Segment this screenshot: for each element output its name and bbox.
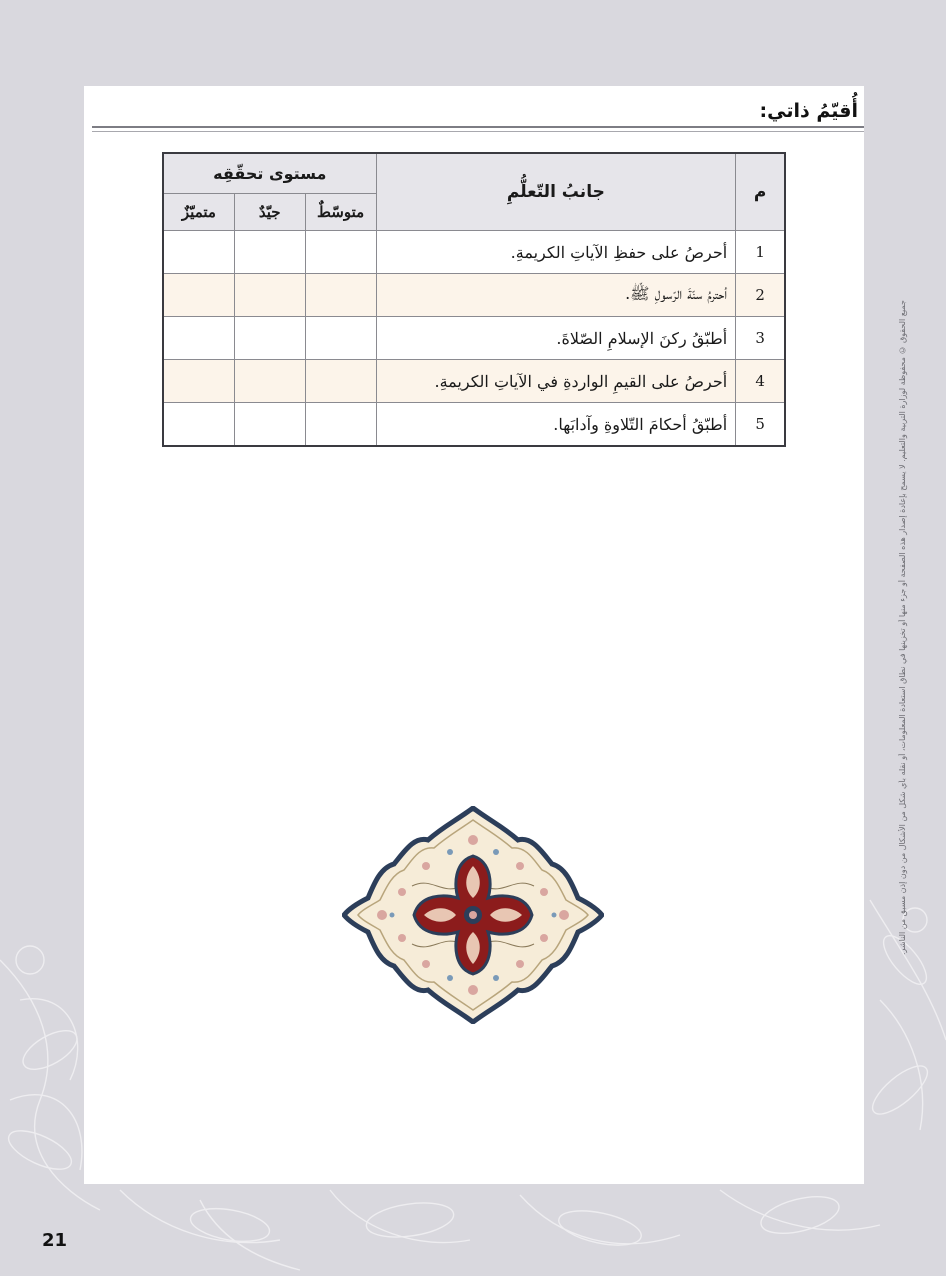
rating-cell-excellent[interactable] (163, 403, 234, 447)
row-statement: أطبّقُ أحكامَ التّلاوةِ وآدابَها. (376, 403, 736, 447)
table-row (163, 231, 785, 274)
row-statement: أطبّقُ ركنَ الإسلامِ الصّلاةَ. (376, 317, 736, 360)
self-assessment-table (162, 152, 786, 447)
islamic-floral-medallion-icon (342, 806, 604, 1024)
table-row (163, 317, 785, 360)
row-number: 4 (736, 360, 785, 403)
rating-cell-average[interactable] (305, 274, 376, 317)
section-heading: أُقيّمُ ذاتي: (759, 100, 858, 122)
rating-cell-excellent[interactable] (163, 317, 234, 360)
rating-cell-good[interactable] (234, 360, 305, 403)
rating-cell-excellent[interactable] (163, 274, 234, 317)
level-header-excellent: متميّزٌ (163, 193, 234, 230)
row-statement: أحرصُ على القيمِ الواردةِ في الآياتِ الكريمةِ. (376, 360, 736, 403)
rating-cell-average[interactable] (305, 231, 376, 274)
rating-cell-good[interactable] (234, 317, 305, 360)
rating-cell-good[interactable] (234, 403, 305, 447)
rating-cell-average[interactable] (305, 403, 376, 447)
table-row (163, 360, 785, 403)
heading-rule (92, 126, 864, 128)
column-header-achievement-level: مستوى تحقّقِه (163, 153, 376, 193)
row-number: 3 (736, 317, 785, 360)
rating-cell-excellent[interactable] (163, 360, 234, 403)
level-header-good: جيّدٌ (234, 193, 305, 230)
table-row (163, 274, 785, 317)
row-number: 5 (736, 403, 785, 447)
column-header-learning-aspect: جانبُ التّعلُّمِ (376, 153, 736, 231)
level-header-average: متوسّطٌ (305, 193, 376, 230)
table-row (163, 403, 785, 447)
heading-rule-thin (92, 131, 864, 132)
rating-cell-average[interactable] (305, 317, 376, 360)
row-statement: أحترمُ سنّةَ الرّسولِ ﷺ. (376, 274, 736, 317)
row-statement: أحرصُ على حفظِ الآياتِ الكريمةِ. (376, 231, 736, 274)
rating-cell-good[interactable] (234, 274, 305, 317)
page-number: 21 (42, 1230, 68, 1251)
row-number: 2 (736, 274, 785, 317)
row-number: 1 (736, 231, 785, 274)
rating-cell-excellent[interactable] (163, 231, 234, 274)
rating-cell-average[interactable] (305, 360, 376, 403)
column-header-number: م (736, 153, 785, 231)
copyright-side-note: جميع الحقوق © محفوظة لوزارة التربية والتعليم. لا يسمح بإعادة إصدار هذه الصفحة أو جزء منها أو تخزينها في نطاق استعادة المعلومات، أو نقله بأي شكل من الأشكال من دون إذن مسبق من الناشر. (898, 300, 907, 955)
rating-cell-good[interactable] (234, 231, 305, 274)
